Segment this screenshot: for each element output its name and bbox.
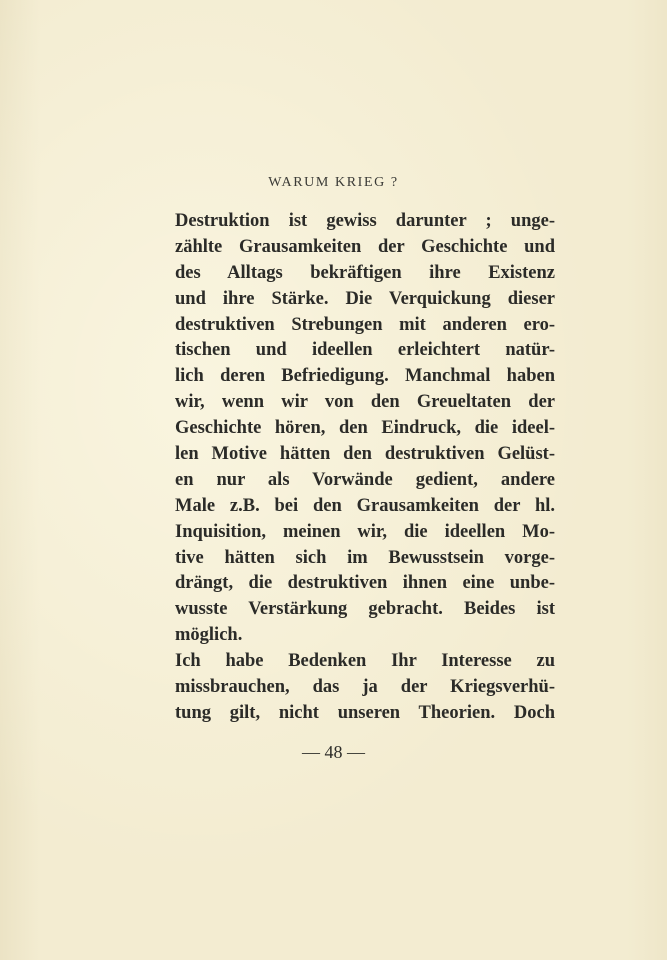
text-line: Destruktion ist gewiss darunter ; unge- bbox=[175, 211, 555, 231]
text-line: Ich habe Bedenken Ihr Interesse zu bbox=[175, 651, 555, 672]
text-line: tung gilt, nicht unseren Theorien. Doch bbox=[175, 702, 555, 723]
text-line: lich deren Befriedigung. Manchmal haben bbox=[175, 366, 555, 387]
text-line: zählte Grausamkeiten der Geschichte und bbox=[175, 236, 555, 257]
text-line: tischen und ideellen erleichtert natür- bbox=[175, 340, 555, 361]
text-line: missbrauchen, das ja der Kriegsverhü- bbox=[175, 677, 555, 698]
text-line: destruktiven Strebungen mit anderen ero- bbox=[175, 314, 555, 335]
text-line: und ihre Stärke. Die Verquickung dieser bbox=[175, 288, 555, 309]
text-line: des Alltags bekräftigen ihre Existenz bbox=[175, 262, 555, 283]
body-text bbox=[175, 209, 555, 727]
text-line: len Motive hätten den destruktiven Gelüst- bbox=[175, 444, 555, 465]
text-line: tive hätten sich im Bewusstsein vorge- bbox=[175, 547, 555, 568]
text-line: en nur als Vorwände gedient, andere bbox=[175, 469, 555, 490]
text-line: Male z.B. bei den Grausamkeiten der hl. bbox=[175, 495, 555, 516]
paragraph-1 bbox=[175, 209, 555, 649]
running-head: WARUM KRIEG ? bbox=[268, 175, 399, 190]
paragraph-2 bbox=[175, 649, 555, 727]
page-number: — 48 — bbox=[302, 742, 365, 762]
text-line: Inquisition, meinen wir, die ideellen Mo- bbox=[175, 521, 555, 542]
text-line: drängt, die destruktiven ihnen eine unbe- bbox=[175, 573, 555, 594]
text-line: wir, wenn wir von den Greueltaten der bbox=[175, 392, 555, 413]
text-line: wusste Verstärkung gebracht. Beides ist bbox=[175, 599, 555, 620]
text-line: möglich. bbox=[175, 625, 243, 646]
text-line: Geschichte hören, den Eindruck, die ideel- bbox=[175, 418, 555, 439]
